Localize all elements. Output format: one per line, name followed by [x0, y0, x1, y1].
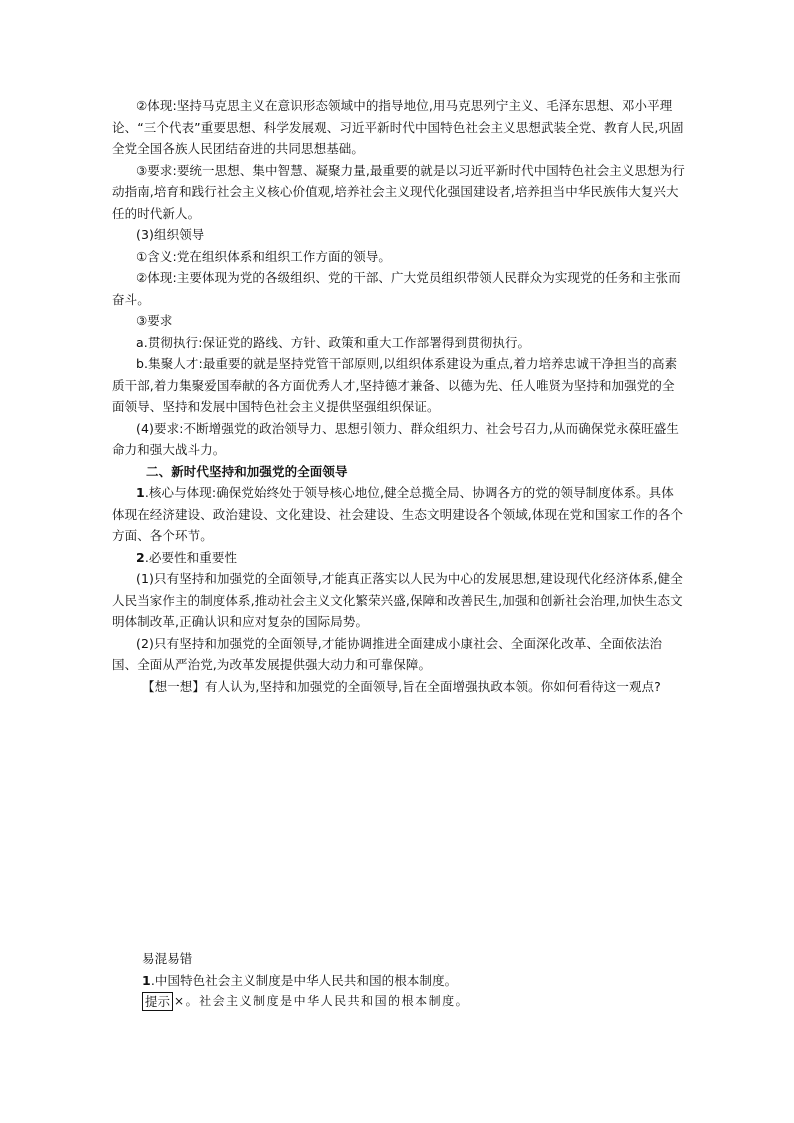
tip-text: ×。社会主义制度是中华人民共和国的根本制度。 [174, 994, 470, 1008]
paragraph-necessity-2: (2)只有坚持和加强党的全面领导,才能协调推进全面建成小康社会、全面深化改革、全面依法治国、全面从严治党,为改革发展提供强大动力和可靠保障。 [112, 635, 663, 672]
item-text: .核心与体现:确保党始终处于领导核心地位,健全总揽全局、协调各方的党的领导制度体系。具体体现在经济建设、政治建设、文化建设、社会建设、生态文明建设各个领域,体现在党和国家工作的各个方面、各个环节。 [112, 485, 684, 543]
tip-label: 提示 [142, 992, 173, 1011]
paragraph-org-embodiment: ②体现:主要体现为党的各级组织、党的干部、广大党员组织带领人民群众为实现党的任务和主张而奋斗。 [112, 270, 681, 307]
item-number: 2 [136, 549, 145, 565]
item-number: 1 [136, 485, 145, 500]
notes-title: 易混易错 [142, 951, 193, 966]
paragraph-meaning: ①含义:党在组织体系和组织工作方面的领导。 [136, 248, 392, 264]
think-about-it: 【想一想】有人认为,坚持和加强党的全面领导,旨在全面增强执政本领。你如何看待这一观点? [142, 678, 661, 694]
subheading-organizational-leadership: (3)组织领导 [136, 227, 205, 242]
item-text: .必要性和重要性 [144, 549, 238, 565]
paragraph-core-embodiment [112, 482, 686, 547]
paragraph-requirement: ③要求:要统一思想、集中智慧、凝聚力量,最重要的就是以习近平新时代中国特色社会主义思想为行动指南,培育和践行社会主义核心价值观,培养社会主义现代化强国建设者,培养担当中华民族伟大复兴大任的时代新人。 [112, 162, 685, 221]
paragraph-talent: b.集聚人才:最重要的就是坚持党管干部原则,以组织体系建设为重点,着力培养忠诚干净担当的高素质干部,着力集聚爱国奉献的各方面优秀人才,坚持德才兼备、以德为先、任人唯贤为坚持和加强党的全面领导、坚持和发展中国特色社会主义提供坚强组织保证。 [112, 356, 678, 414]
tip-line [112, 991, 686, 1011]
paragraph-implementation: a.贯彻执行:保证党的路线、方针、政策和重大工作部署得到贯彻执行。 [136, 334, 531, 350]
question-number: 1 [142, 973, 151, 988]
question-1 [112, 970, 686, 991]
paragraph-necessity-1: (1)只有坚持和加强党的全面领导,才能真正落实以人民为中心的发展思想,建设现代化经济体系,健全人民当家作主的制度体系,推动社会主义文化繁荣兴盛,保障和改善民生,加强和创新社会治理,加快生态文明体制改革,正确认识和应对复杂的国际局势。 [112, 571, 683, 629]
section-ideological-leadership [112, 95, 686, 697]
paragraph-overall-requirement: (4)要求:不断增强党的政治领导力、思想引领力、群众组织力、社会号召力,从而确保党永葆旺盛生命力和强大战斗力。 [112, 420, 679, 457]
subheading-requirements: ③要求 [136, 313, 173, 328]
paragraph-embodiment: ②体现:坚持马克思主义在意识形态领域中的指导地位,用马克思列宁主义、毛泽东思想、邓小平理论、“三个代表”重要思想、科学发展观、习近平新时代中国特色社会主义思想武装全党、教育人民,巩固全党全国各族人民团结奋进的共同思想基础。 [112, 98, 684, 156]
question-text: .中国特色社会主义制度是中华人民共和国的根本制度。 [150, 973, 458, 988]
section-heading: 二、新时代坚持和加强党的全面领导 [146, 463, 348, 479]
section-common-mistakes [112, 948, 686, 1011]
subheading-necessity [112, 547, 686, 569]
